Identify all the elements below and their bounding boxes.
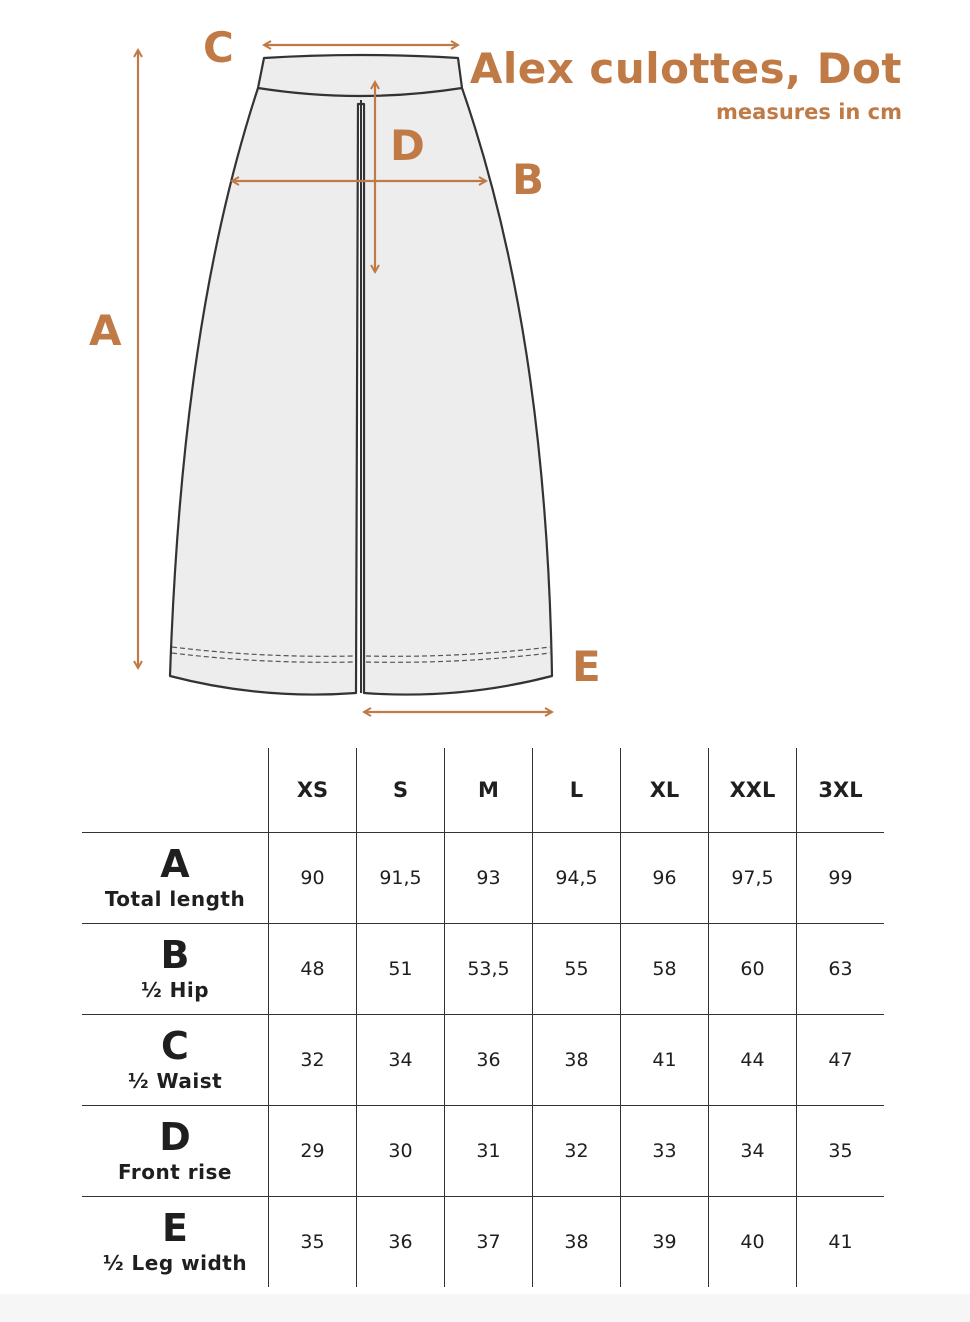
row-name: ½ Waist — [127, 1069, 223, 1093]
table-cell: 35 — [269, 1197, 357, 1288]
size-header-xl: XL — [621, 748, 709, 833]
row-letter: A — [160, 842, 190, 886]
table-cell: 91,5 — [357, 833, 445, 924]
table-cell: 90 — [269, 833, 357, 924]
row-letter: E — [162, 1206, 188, 1250]
table-row — [82, 1015, 884, 1106]
size-header-xs: XS — [269, 748, 357, 833]
table-cell: 30 — [357, 1106, 445, 1197]
row-name: ½ Hip — [140, 978, 210, 1002]
table-cell: 63 — [797, 924, 885, 1015]
size-header-xxl: XXL — [709, 748, 797, 833]
size-header-l: L — [533, 748, 621, 833]
table-cell: 96 — [621, 833, 709, 924]
table-cell: 35 — [797, 1106, 885, 1197]
size-header-s: S — [357, 748, 445, 833]
table-row — [82, 1106, 884, 1197]
table-cell: 37 — [445, 1197, 533, 1288]
size-header-row — [82, 748, 884, 833]
row-label — [82, 833, 269, 924]
table-row — [82, 1197, 884, 1288]
corner-cell — [82, 748, 269, 833]
row-letter: C — [161, 1024, 189, 1068]
bottom-strip — [0, 1294, 970, 1322]
table-row — [82, 833, 884, 924]
row-letter: D — [159, 1115, 191, 1159]
table-cell: 60 — [709, 924, 797, 1015]
table-cell: 33 — [621, 1106, 709, 1197]
table-cell: 38 — [533, 1197, 621, 1288]
table-cell: 29 — [269, 1106, 357, 1197]
table-cell: 34 — [357, 1015, 445, 1106]
waistband — [258, 55, 462, 96]
table-cell: 40 — [709, 1197, 797, 1288]
table-cell: 36 — [357, 1197, 445, 1288]
label-e: E — [572, 642, 601, 691]
table-cell: 48 — [269, 924, 357, 1015]
table-cell: 97,5 — [709, 833, 797, 924]
size-header-3xl: 3XL — [797, 748, 885, 833]
row-label — [82, 924, 269, 1015]
label-b: B — [512, 155, 545, 204]
table-cell: 99 — [797, 833, 885, 924]
table-cell: 34 — [709, 1106, 797, 1197]
row-name: Front rise — [118, 1160, 232, 1184]
row-name: ½ Leg width — [102, 1251, 248, 1275]
table-cell: 32 — [533, 1106, 621, 1197]
table-cell: 55 — [533, 924, 621, 1015]
table-cell: 93 — [445, 833, 533, 924]
table-cell: 51 — [357, 924, 445, 1015]
row-label — [82, 1197, 269, 1288]
table-cell: 47 — [797, 1015, 885, 1106]
size-table — [82, 748, 884, 1287]
label-c: C — [203, 23, 234, 72]
table-cell: 53,5 — [445, 924, 533, 1015]
table-cell: 41 — [621, 1015, 709, 1106]
table-cell: 36 — [445, 1015, 533, 1106]
row-label — [82, 1015, 269, 1106]
size-header-m: M — [445, 748, 533, 833]
page-subtitle: measures in cm — [716, 100, 902, 124]
table-cell: 94,5 — [533, 833, 621, 924]
label-d: D — [390, 121, 425, 170]
table-cell: 32 — [269, 1015, 357, 1106]
table-cell: 41 — [797, 1197, 885, 1288]
table-cell: 31 — [445, 1106, 533, 1197]
page-title: Alex culottes, Dot — [469, 44, 902, 93]
table-cell: 44 — [709, 1015, 797, 1106]
table-cell: 58 — [621, 924, 709, 1015]
table-cell: 39 — [621, 1197, 709, 1288]
label-a: A — [89, 306, 122, 355]
row-name: Total length — [104, 887, 246, 911]
table-cell: 38 — [533, 1015, 621, 1106]
table-row — [82, 924, 884, 1015]
row-label — [82, 1106, 269, 1197]
row-letter: B — [160, 933, 190, 977]
